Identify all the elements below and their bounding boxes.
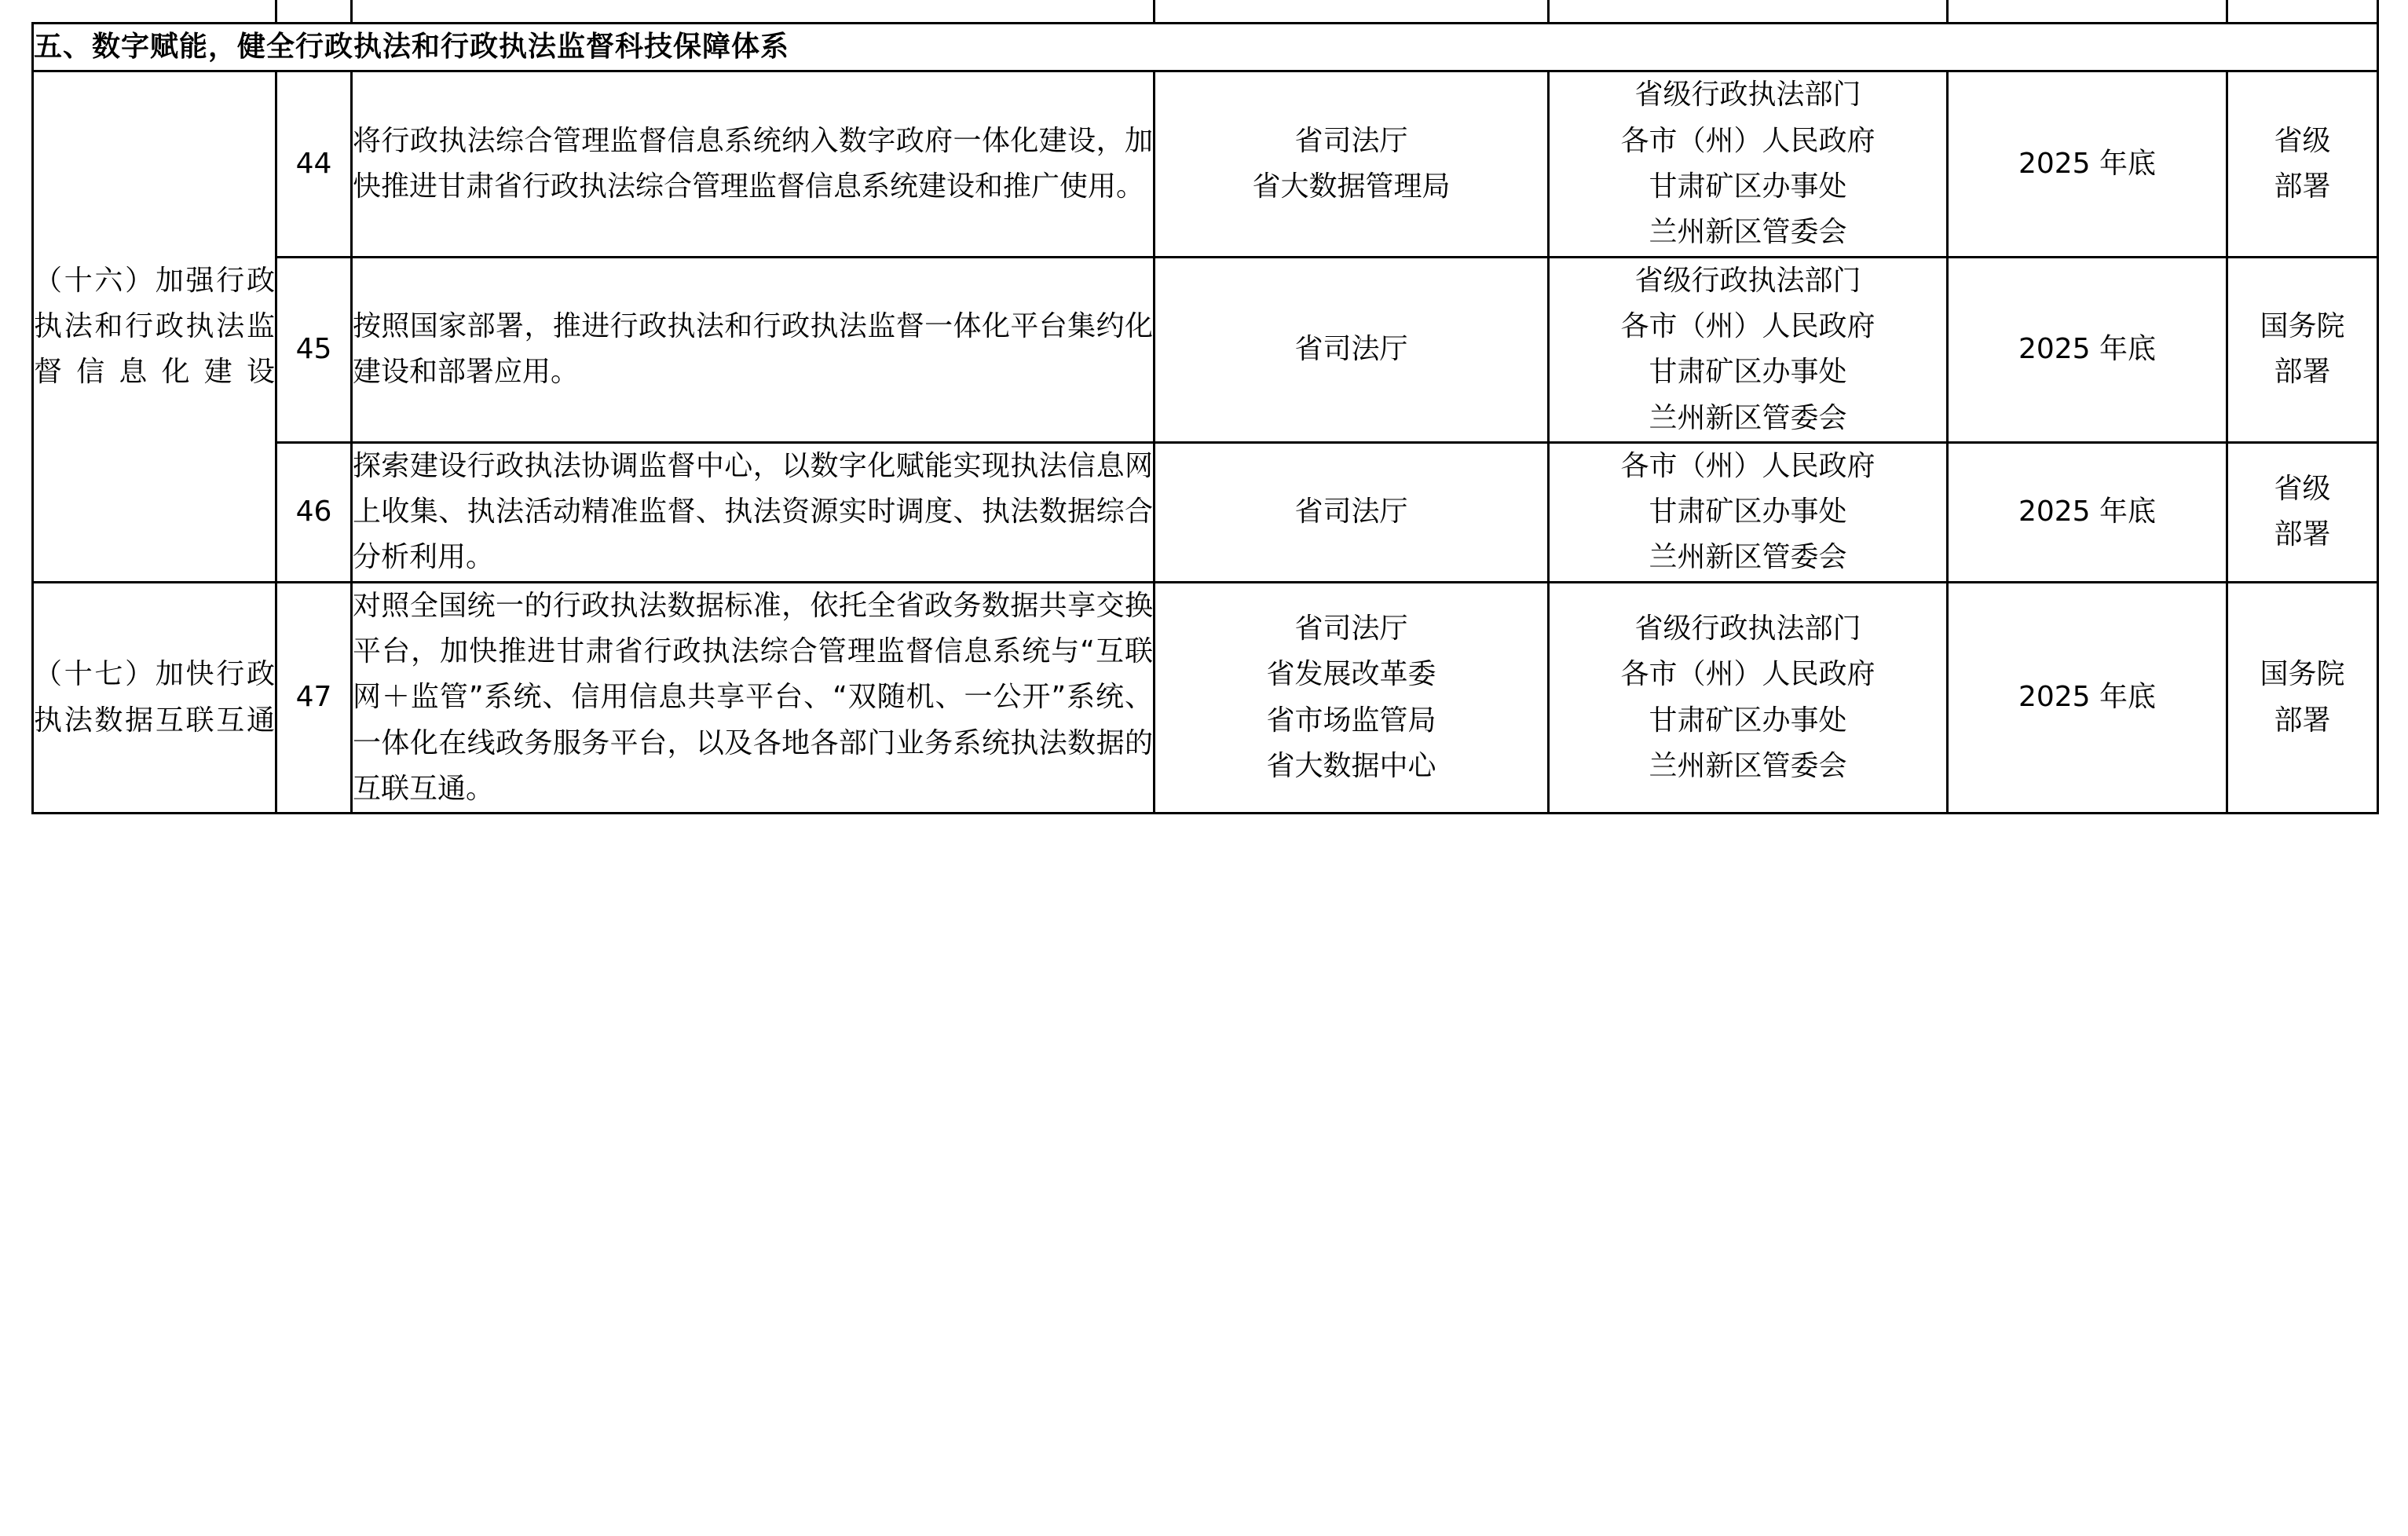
deadline: 2025 年底 <box>1948 442 2227 582</box>
coop-line: 省级行政执法部门 <box>1634 264 1861 297</box>
deadline: 2025 年底 <box>1948 71 2227 257</box>
category-cell-16 <box>33 71 276 582</box>
cooperating-departments <box>1549 582 1948 814</box>
row-number: 44 <box>276 71 352 257</box>
coop-line: 兰州新区管委会 <box>1649 401 1847 434</box>
table-row <box>33 257 2378 442</box>
task-table <box>31 0 2379 814</box>
lead-line: 省司法厅 <box>1294 612 1408 645</box>
coop-line: 甘肃矿区办事处 <box>1649 704 1847 737</box>
task-description: 对照全国统一的行政执法数据标准，依托全省政务数据共享交换平台，加快推进甘肃省行政执法综合管理监督信息系统与“互联网＋监管”系统、信用信息共享平台、“双随机、一公开”系统、一体化在线政务服务平台，以及各地各部门业务系统执法数据的互联互通。 <box>352 582 1155 814</box>
cell-partial-coop <box>1549 0 1948 24</box>
lead-department <box>1155 71 1549 257</box>
coop-line: 各市（州）人民政府 <box>1620 658 1876 691</box>
row-number: 46 <box>276 442 352 582</box>
level-line: 省级 <box>2274 472 2331 505</box>
lead-line: 省司法厅 <box>1294 333 1408 366</box>
lead-line: 省司法厅 <box>1294 496 1408 528</box>
level-line: 部署 <box>2274 170 2331 203</box>
table-row <box>33 71 2378 257</box>
level-cell <box>2227 582 2378 814</box>
level-cell <box>2227 442 2378 582</box>
row-number: 47 <box>276 582 352 814</box>
row-number: 45 <box>276 257 352 442</box>
section-heading: 五、数字赋能，健全行政执法和行政执法监督科技保障体系 <box>33 24 2378 71</box>
level-line: 国务院 <box>2260 658 2345 691</box>
lead-department <box>1155 582 1549 814</box>
coop-line: 各市（州）人民政府 <box>1620 449 1876 482</box>
coop-line: 甘肃矿区办事处 <box>1649 356 1847 389</box>
coop-line: 省级行政执法部门 <box>1634 612 1861 645</box>
table-row-partial <box>33 0 2378 24</box>
level-line: 部署 <box>2274 704 2331 737</box>
cell-partial-number <box>276 0 352 24</box>
coop-line: 各市（州）人民政府 <box>1620 309 1876 342</box>
cell-partial-level <box>2227 0 2378 24</box>
lead-line: 省大数据中心 <box>1266 749 1436 782</box>
coop-line: 甘肃矿区办事处 <box>1649 170 1847 203</box>
task-description: 按照国家部署，推进行政执法和行政执法监督一体化平台集约化建设和部署应用。 <box>352 257 1155 442</box>
level-line: 国务院 <box>2260 309 2345 342</box>
coop-line: 兰州新区管委会 <box>1649 541 1847 574</box>
coop-line: 各市（州）人民政府 <box>1620 124 1876 157</box>
level-line: 部署 <box>2274 518 2331 551</box>
category-label: （十七）加快行政执法数据互联互通 <box>34 658 275 737</box>
level-cell <box>2227 71 2378 257</box>
coop-line: 甘肃矿区办事处 <box>1649 496 1847 528</box>
level-line: 部署 <box>2274 356 2331 389</box>
category-cell-17 <box>33 582 276 814</box>
cooperating-departments <box>1549 71 1948 257</box>
level-cell <box>2227 257 2378 442</box>
deadline: 2025 年底 <box>1948 582 2227 814</box>
lead-line: 省大数据管理局 <box>1252 170 1451 203</box>
table-row <box>33 442 2378 582</box>
level-line: 省级 <box>2274 124 2331 157</box>
coop-line: 兰州新区管委会 <box>1649 749 1847 782</box>
cell-partial-time <box>1948 0 2227 24</box>
coop-line: 兰州新区管委会 <box>1649 216 1847 249</box>
task-description: 将行政执法综合管理监督信息系统纳入数字政府一体化建设，加快推进甘肃省行政执法综合管理监督信息系统建设和推广使用。 <box>352 71 1155 257</box>
cooperating-departments <box>1549 257 1948 442</box>
category-label: （十六）加强行政执法和行政执法监督信息化建设 <box>34 264 275 389</box>
lead-line: 省司法厅 <box>1294 124 1408 157</box>
task-description: 探索建设行政执法协调监督中心，以数字化赋能实现执法信息网上收集、执法活动精准监督、执法资源实时调度、执法数据综合分析利用。 <box>352 442 1155 582</box>
lead-line: 省发展改革委 <box>1266 658 1436 691</box>
deadline: 2025 年底 <box>1948 257 2227 442</box>
cooperating-departments <box>1549 442 1948 582</box>
table-row <box>33 582 2378 814</box>
section-heading-row <box>33 24 2378 71</box>
lead-department <box>1155 442 1549 582</box>
lead-department <box>1155 257 1549 442</box>
cell-partial-category <box>33 0 276 24</box>
cell-partial-task <box>352 0 1155 24</box>
lead-line: 省市场监管局 <box>1266 704 1436 737</box>
cell-partial-lead <box>1155 0 1549 24</box>
coop-line: 省级行政执法部门 <box>1634 79 1861 112</box>
